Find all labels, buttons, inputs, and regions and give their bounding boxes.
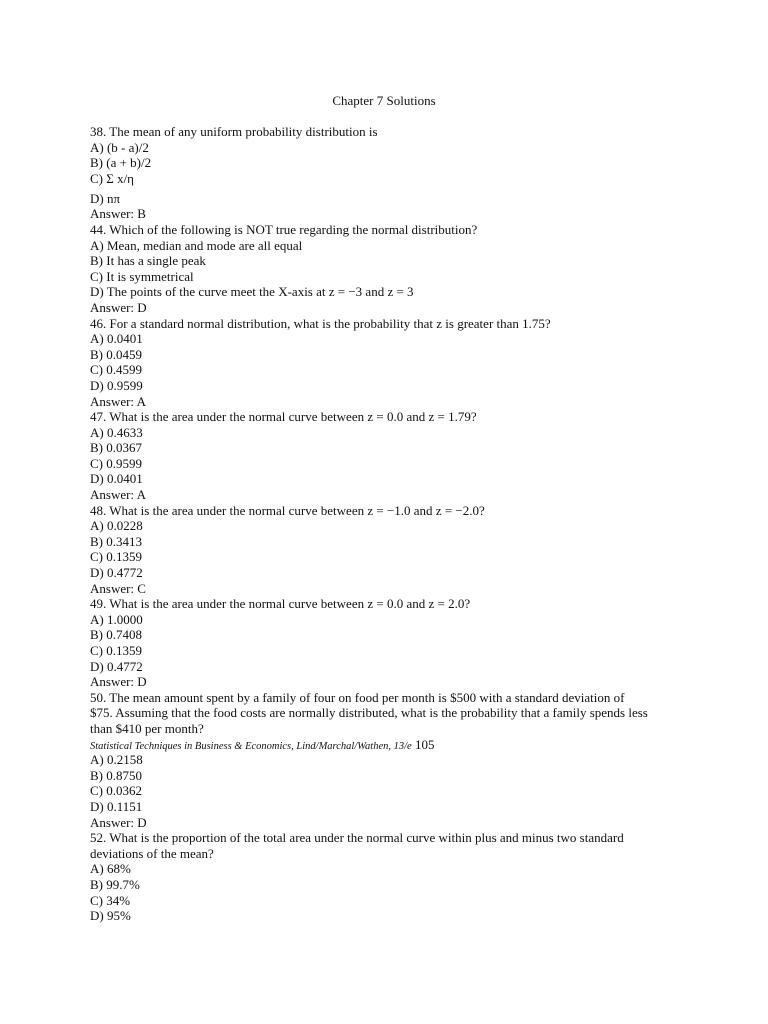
- option-52-c: C) 34%: [90, 892, 131, 908]
- option-44-b: B) It has a single peak: [90, 253, 206, 269]
- option-49-c: C) 0.1359: [90, 643, 142, 658]
- option-50-b: B) 0.8750: [90, 767, 142, 783]
- option-48-d: D) 0.4772: [90, 565, 143, 581]
- answer-44: Answer: D: [90, 299, 147, 315]
- question-46: 46. For a standard normal distribution, what is the probability that z is greater than 1.75?: [90, 315, 551, 331]
- question-48: 48. What is the area under the normal curve between z = −1.0 and z = −2.0?: [90, 502, 485, 518]
- option-46-a: A) 0.0401: [90, 331, 143, 347]
- option-49-d: D) 0.4772: [90, 658, 143, 674]
- option-38-a: A) (b - a)/2: [90, 139, 149, 155]
- option-38-c: C) Σ x/η: [90, 170, 134, 186]
- option-46-d: D) 0.9599: [90, 377, 143, 393]
- option-48-a: A) 0.0228: [90, 518, 143, 534]
- option-47-c: C) 0.9599: [90, 455, 142, 471]
- option-46-c: C) 0.4599: [90, 362, 142, 378]
- citation-text: Statistical Techniques in Business & Economics, Lind/Marchal/Wathen, 13/e: [90, 740, 412, 752]
- answer-48: Answer: C: [90, 580, 146, 596]
- option-49-b: B) 0.7408: [90, 627, 142, 643]
- page-title: Chapter 7 Solutions: [332, 93, 436, 108]
- answer-50: Answer: D: [90, 814, 147, 830]
- question-38: 38. The mean of any uniform probability distribution is: [90, 124, 378, 139]
- answer-38: Answer: B: [90, 206, 146, 222]
- question-50: 50. The mean amount spent by a family of four on food per month is $500 with a standard deviation of $75. Assuming that the food costs are normally distributed, what is the probability that a family spends less than $410 per month?: [90, 689, 648, 736]
- answer-46: Answer: A: [90, 393, 146, 409]
- option-47-d: D) 0.0401: [90, 471, 143, 487]
- option-44-a: A) Mean, median and mode are all equal: [90, 237, 303, 253]
- option-50-a: A) 0.2158: [90, 752, 143, 768]
- option-50-d: D) 0.1151: [90, 798, 143, 814]
- option-38-b: B) (a + b)/2: [90, 155, 152, 171]
- option-46-b: B) 0.0459: [90, 346, 142, 362]
- question-44: 44. Which of the following is NOT true regarding the normal distribution?: [90, 221, 478, 237]
- option-52-b: B) 99.7%: [90, 876, 140, 892]
- option-50-c: C) 0.0362: [90, 783, 142, 799]
- option-49-a: A) 1.0000: [90, 611, 143, 627]
- option-47-b: B) 0.0367: [90, 440, 142, 456]
- option-44-d: D) The points of the curve meet the X-axis at z = −3 and z = 3: [90, 284, 414, 300]
- answer-47: Answer: A: [90, 487, 146, 503]
- question-52: 52. What is the proportion of the total area under the normal curve within plus and minus two standard deviations of the mean?: [90, 830, 624, 861]
- page-number: 105: [414, 736, 435, 752]
- option-48-b: B) 0.3413: [90, 533, 142, 549]
- citation: [90, 737, 650, 753]
- option-52-d: D) 95%: [90, 908, 131, 924]
- option-44-c: C) It is symmetrical: [90, 268, 194, 284]
- option-52-a: A) 68%: [90, 861, 131, 877]
- option-48-c: C) 0.1359: [90, 549, 142, 565]
- option-47-a: A) 0.4633: [90, 424, 143, 440]
- question-49: 49. What is the area under the normal curve between z = 0.0 and z = 2.0?: [90, 596, 471, 612]
- question-47: 47. What is the area under the normal curve between z = 0.0 and z = 1.79?: [90, 409, 477, 425]
- document-body: [90, 124, 650, 924]
- option-38-d: D) nπ: [90, 190, 121, 206]
- answer-49: Answer: D: [90, 674, 147, 690]
